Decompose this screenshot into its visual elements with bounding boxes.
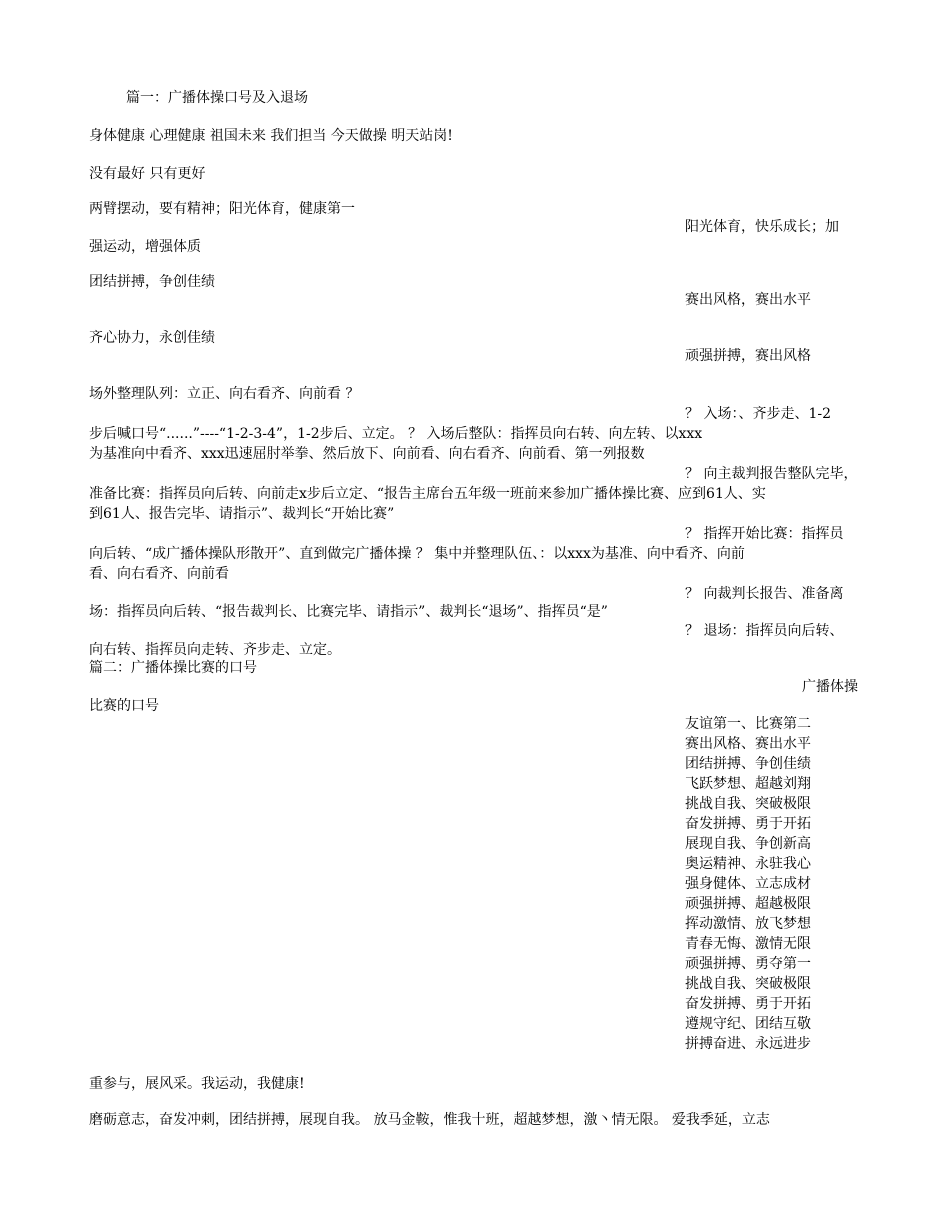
- slogan-item: 赛出风格、赛出水平: [685, 736, 811, 752]
- right-column-text: ？ 入场：、齐步走、1-2: [685, 406, 831, 422]
- paragraph: 场外整理队列：立正、向右看齐、向前看 ？: [89, 386, 360, 402]
- paragraph: 比赛的口号: [89, 698, 159, 714]
- slogan-item: 奥运精神、永驻我心: [685, 856, 811, 872]
- right-column-text: ？ 向主裁判报告整队完毕，: [685, 466, 858, 482]
- slogan-item: 顽强拼搏、勇夺第一: [685, 956, 811, 972]
- paragraph: 身体健康 心理健康 祖国未来 我们担当 今天做操 明天站岗!: [89, 128, 453, 144]
- section-title-1: 篇一：广播体操口号及入退场: [126, 90, 308, 106]
- paragraph: 向后转、“成广播体操队形散开”、直到做完广播体操 ？ 集中并整理队伍、：以xxx为基准、向中看齐、向前: [89, 546, 745, 562]
- paragraph: 到61人、报告完毕、请指示”、裁判长“开始比赛”: [89, 506, 395, 522]
- slogan-item: 团结拼搏、争创佳绩: [685, 756, 811, 772]
- paragraph: 两臂摆动，要有精神；阳光体育，健康第一: [89, 201, 355, 217]
- paragraph: 团结拼搏，争创佳绩: [89, 274, 215, 290]
- slogan-item: 奋发拼搏、勇于开拓: [685, 816, 811, 832]
- slogan-item: 飞跃梦想、超越刘翔: [685, 776, 811, 792]
- slogan-item: 展现自我、争创新高: [685, 836, 811, 852]
- right-column-text: ？ 向裁判长报告、准备离: [685, 586, 844, 602]
- slogan-item: 挥动激情、放飞梦想: [685, 916, 811, 932]
- slogan-item: 青春无悔、激情无限: [685, 936, 811, 952]
- right-column-text: 赛出风格，赛出水平: [685, 292, 811, 308]
- right-column-text: ？ 退场：指挥员向后转、: [685, 623, 844, 639]
- section-title-2: 篇二：广播体操比赛的口号: [89, 660, 257, 676]
- right-column-text: 顽强拼搏，赛出风格: [685, 348, 811, 364]
- right-column-text: ？ 指挥开始比赛：指挥员: [685, 526, 844, 542]
- right-column-text: 广播体操: [802, 679, 858, 695]
- paragraph: 向右转、指挥员向走转、齐步走、立定。: [89, 642, 341, 658]
- paragraph: 场：指挥员向后转、“报告裁判长、比赛完毕、请指示”、裁判长“退场”、指挥员“是”: [89, 604, 608, 620]
- slogan-item: 强身健体、立志成材: [685, 876, 811, 892]
- slogan-item: 挑战自我、突破极限: [685, 796, 811, 812]
- paragraph: 步后喊口号“......”----“1-2-3-4”，1-2步后、立定。 ？ 入场后整队：指挥员向右转、向左转、以xxx: [89, 426, 703, 442]
- paragraph: 重参与，展风采。我运动，我健康!: [89, 1076, 305, 1092]
- slogan-item: 挑战自我、突破极限: [685, 976, 811, 992]
- slogan-item: 奋发拼搏、勇于开拓: [685, 996, 811, 1012]
- slogan-item: 遵规守纪、团结互敬: [685, 1016, 811, 1032]
- paragraph: 准备比赛：指挥员向后转、向前走x步后立定、“报告主席台五年级一班前来参加广播体操比赛、应到61人、实: [89, 486, 766, 502]
- slogan-item: 拼搏奋进、永远进步: [685, 1036, 811, 1052]
- slogan-item: 顽强拼搏、超越极限: [685, 896, 811, 912]
- paragraph: 强运动，增强体质: [89, 239, 201, 255]
- paragraph: 为基准向中看齐、xxx迅速屈肘举拳、然后放下、向前看、向右看齐、向前看、第一列报数: [89, 446, 645, 462]
- right-column-text: 阳光体育，快乐成长；加: [685, 219, 839, 235]
- paragraph: 齐心协力，永创佳绩: [89, 330, 215, 346]
- paragraph: 看、向右看齐、向前看: [89, 566, 229, 582]
- paragraph: 磨砺意志，奋发冲刺，团结拼搏，展现自我。 放马金鞍，惟我十班，超越梦想，激丶情无限。 爱我季延，立志: [89, 1112, 770, 1128]
- paragraph: 没有最好 只有更好: [89, 166, 206, 182]
- slogan-item: 友谊第一、比赛第二: [685, 716, 811, 732]
